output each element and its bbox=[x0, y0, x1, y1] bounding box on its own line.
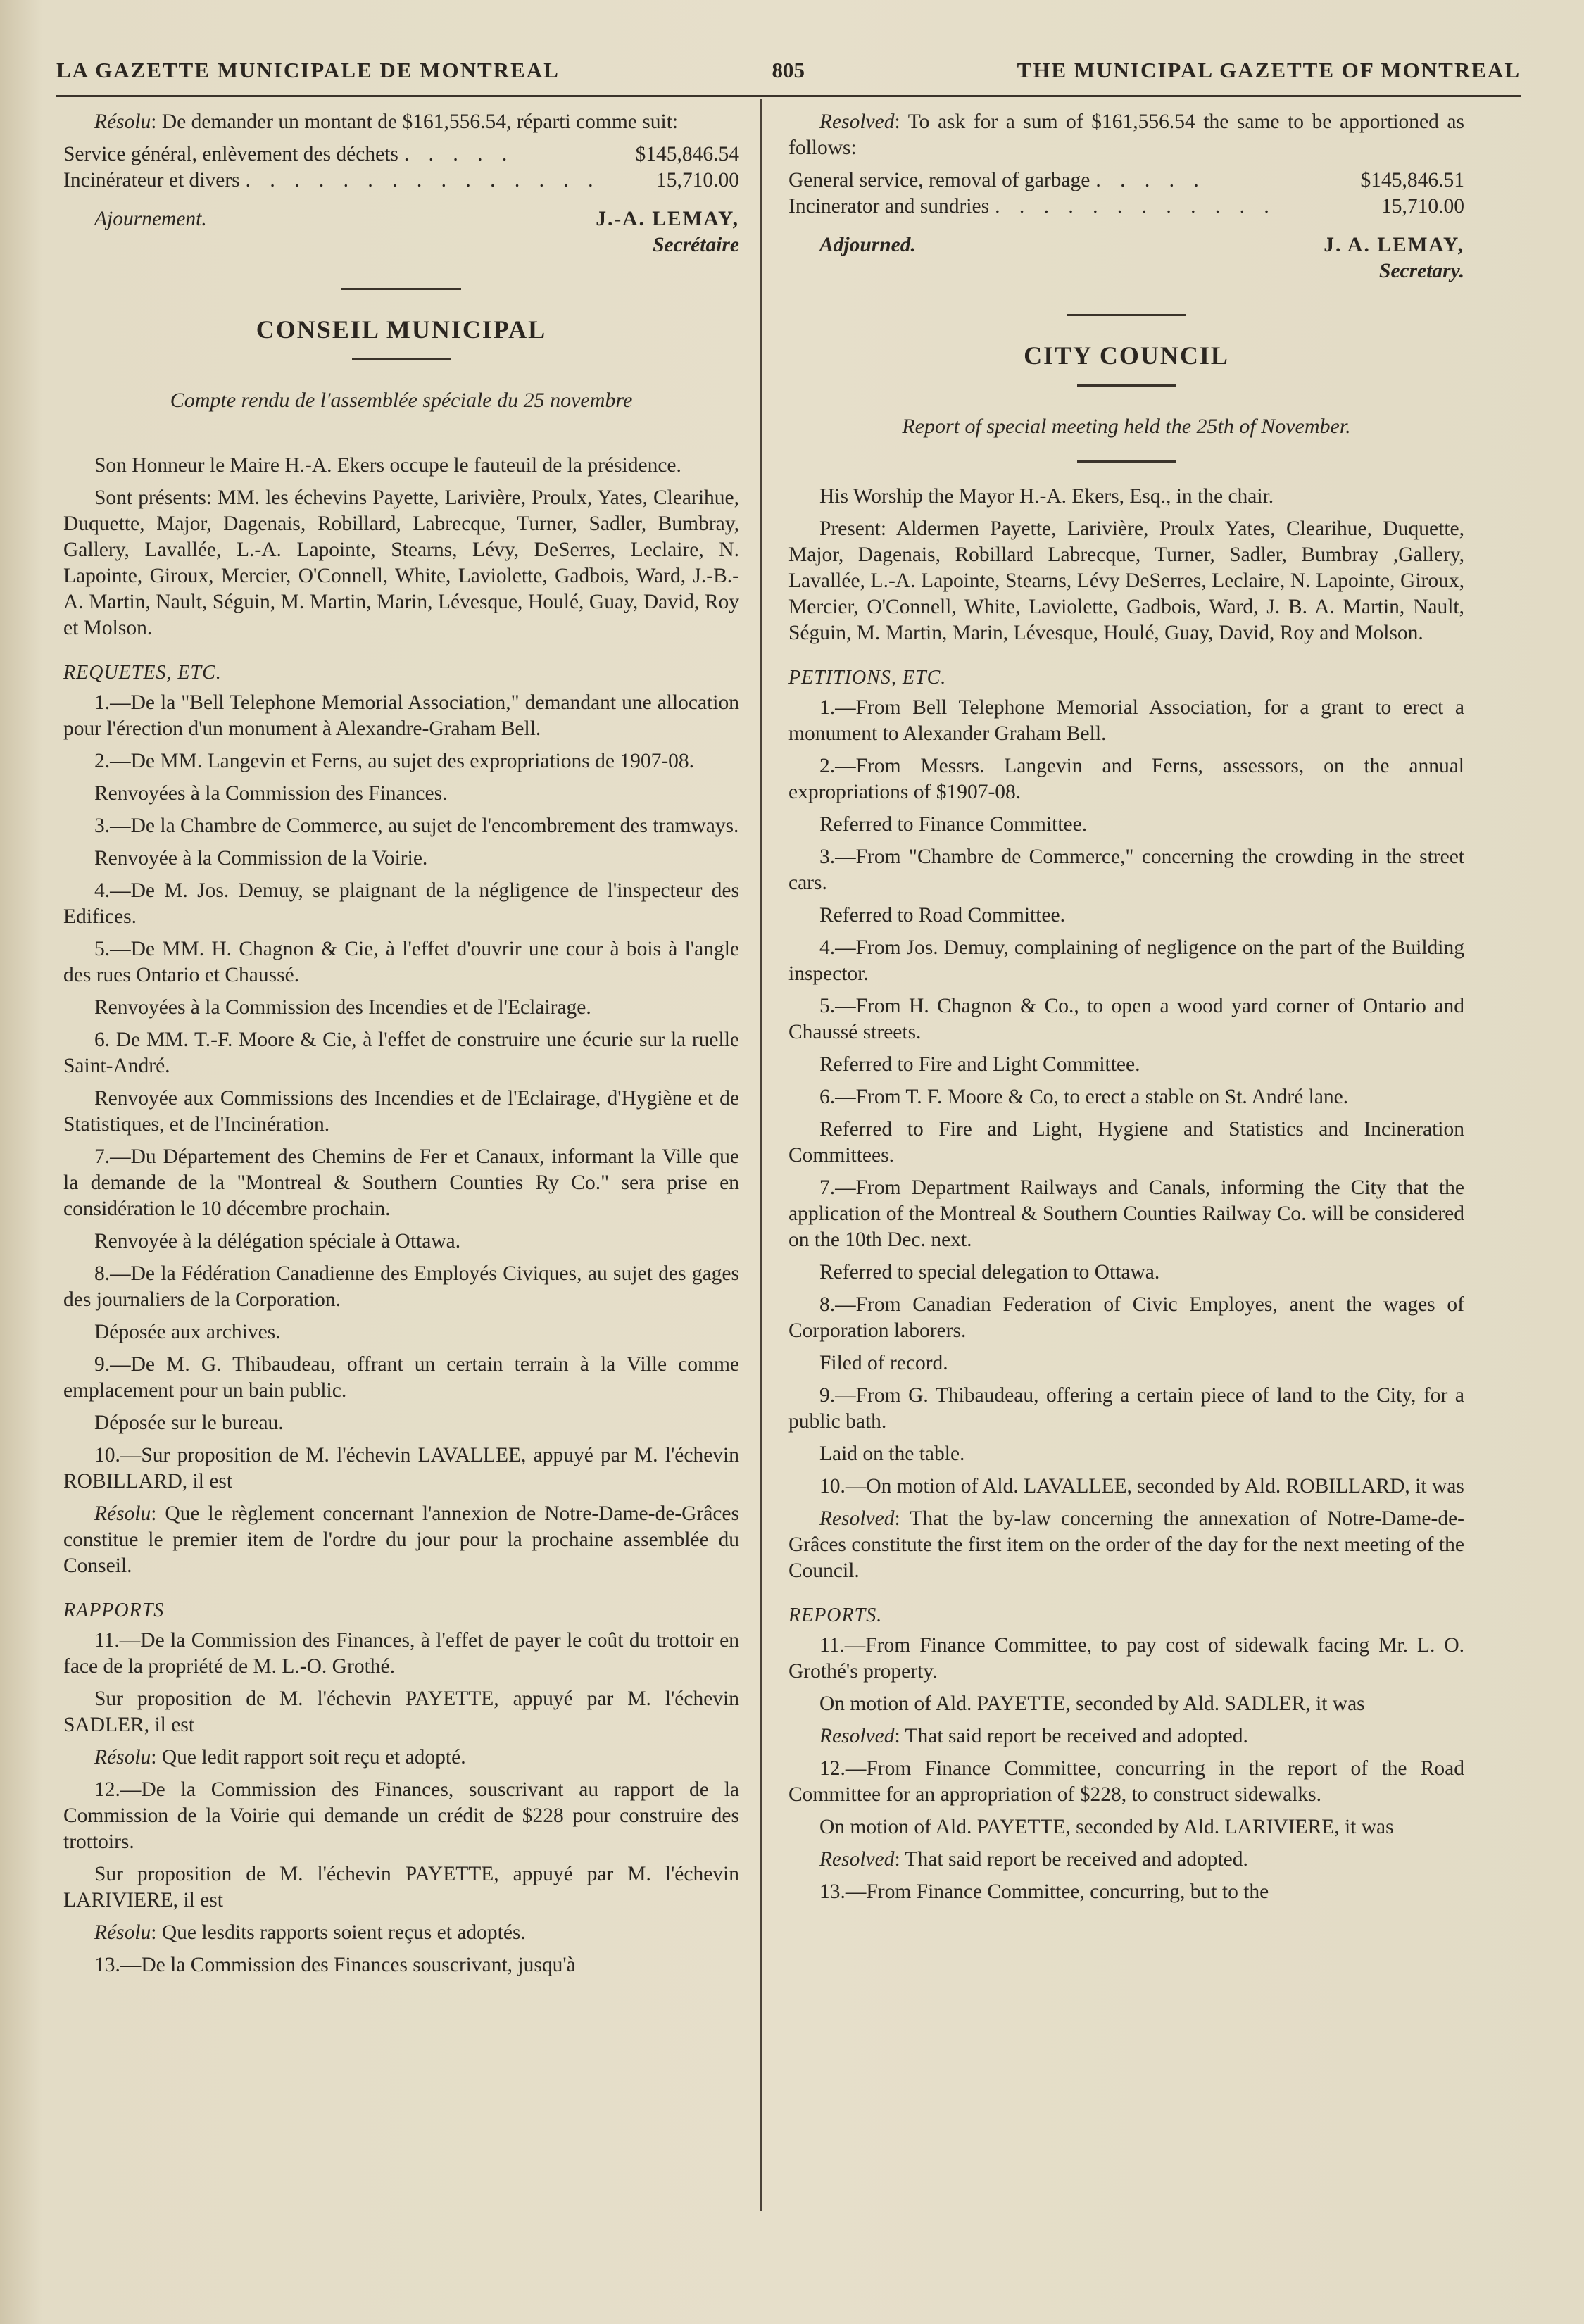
budget-line-1: Service général, enlèvement des déchets . . . . . $145,846.54 bbox=[63, 143, 739, 165]
requetes-heading: REQUETES, ETC. bbox=[63, 662, 222, 684]
rapport-12-motion: Sur proposition de M. l'échevin PAYETTE, appuyé par M. l'échevin LARIVIERE, il est bbox=[63, 1863, 739, 1911]
section-rule bbox=[1077, 460, 1176, 463]
petition-7: 7.—From Department Railways and Canals, informing the City that the application of the Montreal & Southern Counties Railway Co. will be considered on the 10th Dec. next. bbox=[788, 1176, 1464, 1251]
chair-fr: Son Honneur le Maire H.-A. Ekers occupe le fauteuil de la présidence. bbox=[94, 454, 681, 477]
petition-3-ref: Referred to Road Committee. bbox=[819, 904, 1065, 927]
signature-name-fr: J.-A. LEMAY, bbox=[596, 208, 739, 230]
budget-line-2-en: Incinerator and sundries . . . . . . . . . . . . 15,710.00 bbox=[788, 195, 1464, 218]
requete-7-ref: Renvoyée à la délégation spéciale à Ottawa. bbox=[94, 1230, 461, 1252]
requete-7: 7.—Du Département des Chemins de Fer et Canaux, informant la Ville que la demande de la "Montreal & Southern Counties Ry Co." sera prise en considération le 10 décembre prochain. bbox=[63, 1145, 739, 1220]
signature-block-fr bbox=[63, 206, 739, 258]
requete-4: 4.—De M. Jos. Demuy, se plaignant de la négligence de l'inspecteur des Edifices. bbox=[63, 879, 739, 928]
resolu-budget: Résolu: De demander un montant de $161,556.54, réparti comme suit: bbox=[94, 111, 679, 133]
rapport-11: 11.—De la Commission des Finances, à l'effet de payer le coût du trottoir en face de la propriété de M. L.-O. Grothé. bbox=[63, 1629, 739, 1678]
requete-3: 3.—De la Chambre de Commerce, au sujet de l'encombrement des tramways. bbox=[94, 815, 739, 837]
resolved-budget: Resolved: To ask for a sum of $161,556.54 the same to be apportioned as follows: bbox=[788, 111, 1464, 159]
petition-6: 6.—From T. F. Moore & Co, to erect a stable on St. André lane. bbox=[819, 1086, 1349, 1108]
report-13: 13.—From Finance Committee, concurring, but to the bbox=[819, 1880, 1269, 1903]
petition-5: 5.—From H. Chagnon & Co., to open a wood yard corner of Ontario and Chaussé streets. bbox=[788, 995, 1464, 1043]
petitions-heading: PETITIONS, ETC. bbox=[788, 667, 947, 689]
petition-8-ref: Filed of record. bbox=[819, 1352, 948, 1374]
page-number: 805 bbox=[772, 58, 805, 82]
requete-8-ref: Déposée aux archives. bbox=[94, 1321, 281, 1343]
requete-10-resolu: Résolu: Que le règlement concernant l'annexion de Notre-Dame-de-Grâces constitue le premier item de l'ordre du jour pour la prochaine assemblée du Conseil. bbox=[63, 1502, 739, 1577]
requete-10: 10.—Sur proposition de M. l'échevin LAVALLEE, appuyé par M. l'échevin ROBILLARD, il est bbox=[63, 1444, 739, 1493]
petition-9: 9.—From G. Thibaudeau, offering a certain piece of land to the City, for a public bath. bbox=[788, 1384, 1464, 1433]
column-divider bbox=[760, 99, 762, 2211]
rapport-11-resolu: Résolu: Que ledit rapport soit reçu et adopté. bbox=[94, 1746, 466, 1769]
petition-1: 1.—From Bell Telephone Memorial Association, for a grant to erect a monument to Alexander Graham Bell. bbox=[788, 696, 1464, 745]
council-title-fr: CONSEIL MUNICIPAL bbox=[256, 315, 547, 344]
report-12: 12.—From Finance Committee, concurring in the report of the Road Committee for an appropriation of $228, to construct sidewalks. bbox=[788, 1757, 1464, 1806]
section-rule bbox=[1067, 314, 1186, 316]
page-header bbox=[56, 42, 1521, 99]
rapports-heading: RAPPORTS bbox=[63, 1600, 165, 1621]
header-title-en: THE MUNICIPAL GAZETTE OF MONTREAL bbox=[1017, 58, 1521, 82]
petition-3: 3.—From "Chambre de Commerce," concerning the crowding in the street cars. bbox=[788, 846, 1464, 894]
report-11-resolved: Resolved: That said report be received and adopted. bbox=[819, 1725, 1248, 1747]
report-title-fr: Compte rendu de l'assemblée spéciale du 25 novembre bbox=[170, 389, 633, 412]
present-fr: Sont présents: MM. les échevins Payette, Larivière, Proulx, Yates, Clearihue, Duquette, Major, Dagenais, Robillard, Labrecque, Turner, Sadler, Bumbray, Gallery, Lavallée, L.-A. Lapointe, Stearns, Lévy, DeSerres, Leclaire, N. Lapointe, Giroux, Mercier, O'Connell, White, Laviolette, Gadbois, Ward, J.-B.-A. Martin, Nault, Séguin, M. Martin, Marin, Lévesque, Houlé, Guay, David, Roy et Molson. bbox=[63, 486, 739, 639]
report-title-en: Report of special meeting held the 25th of November. bbox=[902, 415, 1351, 438]
requete-6: 6. De MM. T.-F. Moore & Cie, à l'effet de construire une écurie sur la ruelle Saint-André. bbox=[63, 1029, 739, 1077]
requete-1: 1.—De la "Bell Telephone Memorial Association," demandant une allocation pour l'érection d'un monument à Alexandre-Graham Bell. bbox=[63, 691, 739, 740]
reports-heading: REPORTS. bbox=[788, 1604, 883, 1626]
report-12-motion: On motion of Ald. PAYETTE, seconded by Ald. LARIVIERE, it was bbox=[819, 1816, 1394, 1838]
petition-4: 4.—From Jos. Demuy, complaining of negligence on the part of the Building inspector. bbox=[788, 936, 1464, 985]
present-en: Present: Aldermen Payette, Larivière, Proulx Yates, Clearihue, Duquette, Major, Dagenais, Robillard Labrecque, Turner, Sadler, Bumbray ,Gallery, Lavallée, L.-A. Lapointe, Stearns, Lévy DeSerres, Leclaire, N. Lapointe, Giroux, Mercier, O'Connell, White, Laviolette, Gadbois, Ward, J. B. A. Martin, Nault, Séguin, M. Martin, Marin, Lévesque, Houlé, Guay, David, Roy and Molson. bbox=[788, 517, 1464, 644]
rapport-13: 13.—De la Commission des Finances souscrivant, jusqu'à bbox=[94, 1954, 576, 1976]
requete-9: 9.—De M. G. Thibaudeau, offrant un certain terrain à la Ville comme emplacement pour un bain public. bbox=[63, 1353, 739, 1402]
signature-name-en: J. A. LEMAY, bbox=[1324, 234, 1464, 256]
petition-2-ref: Referred to Finance Committee. bbox=[819, 813, 1088, 836]
council-title-en: CITY COUNCIL bbox=[1024, 341, 1229, 370]
budget-line-2: Incinérateur et divers . . . . . . . . . . . . . . . 15,710.00 bbox=[63, 169, 739, 191]
report-12-resolved: Resolved: That said report be received and adopted. bbox=[819, 1848, 1248, 1871]
petition-8: 8.—From Canadian Federation of Civic Employes, anent the wages of Corporation laborers. bbox=[788, 1293, 1464, 1342]
signature-block-en bbox=[788, 232, 1464, 284]
header-title-fr: LA GAZETTE MUNICIPALE DE MONTREAL bbox=[56, 58, 560, 82]
requete-3-ref: Renvoyée à la Commission de la Voirie. bbox=[94, 847, 428, 869]
adjourn-en: Adjourned. bbox=[819, 234, 916, 256]
chair-en: His Worship the Mayor H.-A. Ekers, Esq., in the chair. bbox=[819, 485, 1274, 508]
requete-2-ref: Renvoyées à la Commission des Finances. bbox=[94, 782, 448, 805]
signature-title-fr: Secrétaire bbox=[653, 234, 739, 256]
adjourn-fr: Ajournement. bbox=[94, 208, 207, 230]
requete-5: 5.—De MM. H. Chagnon & Cie, à l'effet d'ouvrir une cour à bois à l'angle des rues Ontario et Chaussé. bbox=[63, 938, 739, 986]
report-11-motion: On motion of Ald. PAYETTE, seconded by Ald. SADLER, it was bbox=[819, 1692, 1365, 1715]
rapport-12-resolu: Résolu: Que lesdits rapports soient reçus et adoptés. bbox=[94, 1921, 526, 1944]
section-rule bbox=[352, 358, 451, 360]
petition-10-resolved: Resolved: That the by-law concerning the annexation of Notre-Dame-de-Grâces constitute the first item on the order of the day for the next meeting of the Council. bbox=[788, 1507, 1464, 1582]
requete-5-ref: Renvoyées à la Commission des Incendies et de l'Eclairage. bbox=[94, 996, 591, 1019]
section-rule bbox=[341, 288, 461, 290]
signature-title-en: Secretary. bbox=[1379, 260, 1464, 282]
petition-2: 2.—From Messrs. Langevin and Ferns, assessors, on the annual expropriations of $1907-08. bbox=[788, 755, 1464, 803]
requete-2: 2.—De MM. Langevin et Ferns, au sujet des expropriations de 1907-08. bbox=[94, 750, 695, 772]
requete-8: 8.—De la Fédération Canadienne des Employés Civiques, au sujet des gages des journaliers de la Corporation. bbox=[63, 1262, 739, 1311]
section-rule bbox=[1077, 384, 1176, 387]
report-11: 11.—From Finance Committee, to pay cost of sidewalk facing Mr. L. O. Grothé's property. bbox=[788, 1634, 1464, 1683]
rapport-11-motion: Sur proposition de M. l'échevin PAYETTE, appuyé par M. l'échevin SADLER, il est bbox=[63, 1688, 739, 1736]
column-english bbox=[788, 109, 1464, 1911]
requete-6-ref: Renvoyée aux Commissions des Incendies et de l'Eclairage, d'Hygiène et de Statistiques, et de l'Incinération. bbox=[63, 1087, 739, 1136]
column-french bbox=[63, 109, 739, 1985]
petition-9-ref: Laid on the table. bbox=[819, 1443, 965, 1465]
rapport-12: 12.—De la Commission des Finances, souscrivant au rapport de la Commission de la Voirie qui demande un crédit de $228 pour construire des trottoirs. bbox=[63, 1778, 739, 1853]
petition-7-ref: Referred to special delegation to Ottawa. bbox=[819, 1261, 1160, 1283]
petition-5-ref: Referred to Fire and Light Committee. bbox=[819, 1053, 1140, 1076]
header-rule bbox=[56, 95, 1521, 97]
requete-9-ref: Déposée sur le bureau. bbox=[94, 1412, 284, 1434]
budget-line-1-en: General service, removal of garbage . . . . . $145,846.51 bbox=[788, 169, 1464, 191]
petition-6-ref: Referred to Fire and Light, Hygiene and Statistics and Incineration Committees. bbox=[788, 1118, 1464, 1167]
petition-10: 10.—On motion of Ald. LAVALLEE, seconded by Ald. ROBILLARD, it was bbox=[819, 1475, 1464, 1497]
